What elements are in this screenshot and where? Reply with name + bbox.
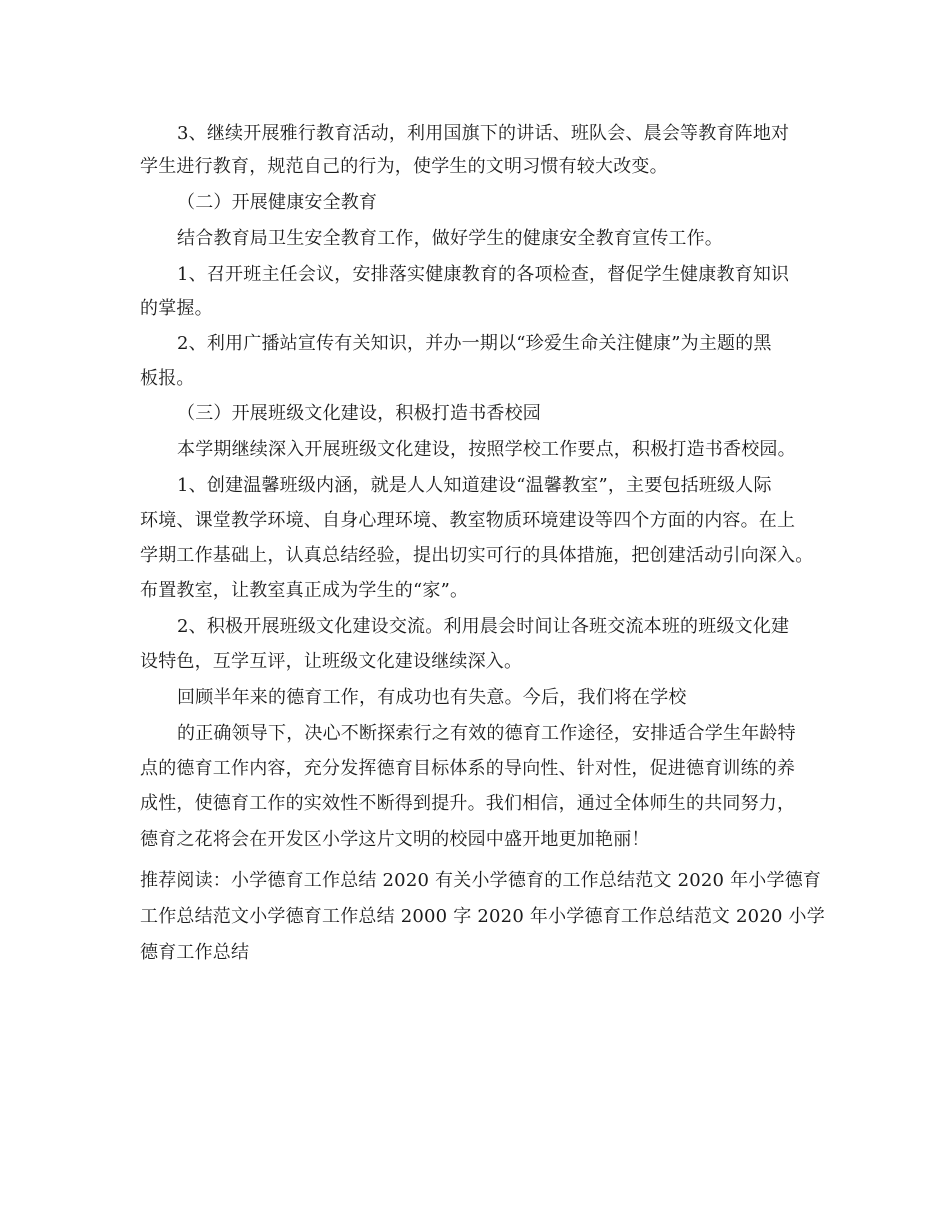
paragraph-line: 板报。 [140, 368, 195, 389]
paragraph-line: 结合教育局卫生安全教育工作，做好学生的健康安全教育宣传工作。 [177, 228, 723, 249]
paragraph-line: 1、创建温馨班级内涵，就是人人知道建设“温馨教室”，主要包括班级人际 [177, 475, 772, 496]
paragraph-line: 成性，使德育工作的实效性不断得到提升。我们相信，通过全体师生的共同努力， [140, 793, 796, 814]
paragraph-line: 本学期继续深入开展班级文化建设，按照学校工作要点，积极打造书香校园。 [177, 439, 796, 460]
paragraph-line: 2、利用广播站宣传有关知识，并办一期以“珍爱生命关注健康”为主题的黑 [177, 333, 772, 354]
paragraph-line: 环境、课堂教学环境、自身心理环境、教室物质环境建设等四个方面的内容。在上 [140, 510, 796, 531]
recommended-reading-line: 推荐阅读：小学德育工作总结 2020 有关小学德育的工作总结范文 2020 年小学德育 [140, 870, 822, 891]
paragraph-line: 设特色，互学互评，让班级文化建设继续深入。 [140, 651, 523, 672]
recommended-reading-line: 德育工作总结 [140, 942, 250, 963]
paragraph-line: 的掌握。 [140, 298, 213, 319]
paragraph-line: 3、继续开展雅行教育活动，利用国旗下的讲话、班队会、晨会等教育阵地对 [177, 123, 790, 144]
paragraph-line: 点的德育工作内容，充分发挥德育目标体系的导向性、针对性，促进德育训练的养 [140, 758, 796, 779]
section-heading: （三）开展班级文化建设，积极打造书香校园 [177, 403, 541, 424]
paragraph-line: 学生进行教育，规范自己的行为，使学生的文明习惯有较大改变。 [140, 156, 668, 177]
paragraph-line: 回顾半年来的德育工作，有成功也有失意。今后，我们将在学校 [177, 687, 687, 708]
paragraph-line: 的正确领导下，决心不断探索行之有效的德育工作途径，安排适合学生年龄特 [177, 723, 796, 744]
paragraph-line: 布置教室，让教室真正成为学生的“家”。 [140, 580, 469, 601]
paragraph-line: 德育之花将会在开发区小学这片文明的校园中盛开地更加艳丽！ [140, 829, 650, 850]
paragraph-line: 学期工作基础上，认真总结经验，提出切实可行的具体措施，把创建活动引向深入。 [140, 545, 814, 566]
section-heading: （二）开展健康安全教育 [177, 192, 378, 213]
recommended-reading-line: 工作总结范文小学德育工作总结 2000 字 2020 年小学德育工作总结范文 2020 小学 [140, 906, 825, 927]
paragraph-line: 1、召开班主任会议，安排落实健康教育的各项检查，督促学生健康教育知识 [177, 264, 790, 285]
paragraph-line: 2、积极开展班级文化建设交流。利用晨会时间让各班交流本班的班级文化建 [177, 616, 790, 637]
